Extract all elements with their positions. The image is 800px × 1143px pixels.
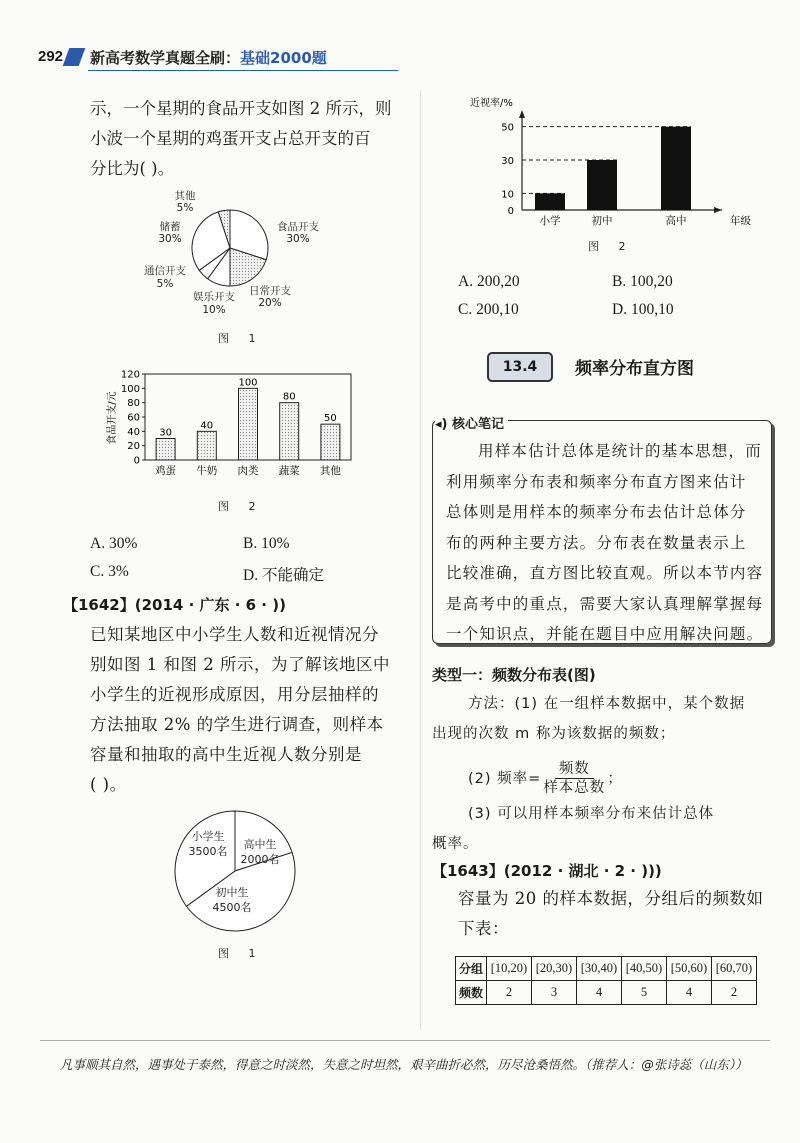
text-line: 小学生的近视形成原因，用分层抽样的: [90, 685, 379, 704]
figure-caption: 图 1: [218, 332, 264, 345]
table-cell: [50,60): [667, 957, 712, 981]
problem-1643-text: [458, 884, 778, 944]
fraction: [543, 760, 605, 797]
bar2-category-label: 鸡蛋: [155, 465, 177, 477]
bar2-value-label: 80: [282, 391, 296, 403]
pie1-label-savings: 储蓄: [159, 221, 181, 233]
table-row: [456, 957, 757, 981]
text-line: ( )。: [90, 775, 127, 794]
bar2-ytick-label: 40: [127, 426, 140, 438]
bar4-ytick-label: 0: [507, 206, 514, 217]
table-cell: [60,70): [712, 957, 757, 981]
text-line: 是高考中的重点，需要大家认真理解掌握每: [446, 594, 764, 613]
pie1-pct-ent: 10%: [202, 304, 226, 316]
table-cell: 4: [667, 981, 712, 1005]
type-heading: 类型一：频数分布表(图): [432, 666, 596, 684]
bar4-xlabel: 年级: [730, 215, 751, 227]
bar2-value-label: 40: [200, 420, 214, 432]
book-title: [90, 47, 327, 68]
text-line: 总体则是用样本的频率分布去估计总体分: [446, 503, 747, 521]
text-line: 利用频率分布表和频率分布直方图来估计: [446, 472, 747, 491]
text-line: 已知某地区中小学生人数和近视情况分: [90, 625, 379, 644]
text-line: 一个知识点，并能在题目中应用解决问题。: [446, 625, 764, 643]
table-cell: [40,50): [622, 957, 667, 981]
bar4-category-label: 小学: [539, 215, 561, 227]
pie1-pct-comm: 5%: [156, 278, 174, 290]
bar2-category-label: 蔬菜: [278, 465, 300, 477]
bar2-bar: [197, 431, 216, 460]
frequency-table: [455, 956, 757, 1005]
table-cell: [10,20): [487, 957, 532, 981]
pie1-label-daily: 日常开支: [249, 285, 291, 297]
pie1-label-food: 食品开支: [277, 221, 319, 233]
method-line: 出现的次数 m 称为该数据的频数；: [432, 726, 676, 742]
text-line: 比较准确，直方图比较直观。所以本节内容: [446, 564, 764, 582]
pie1-slices: [192, 210, 268, 286]
bar2-ytick-label: 0: [133, 455, 140, 467]
bar2-ytick-label: 100: [120, 383, 140, 395]
core-note-label: [435, 413, 508, 432]
bar2-value-label: 50: [324, 413, 337, 425]
problem-1642-number: 【1642】(2014 · 广东 · 6 · )): [63, 596, 286, 614]
bar2-ytick-label: 120: [120, 369, 140, 381]
bar4-marks: [501, 110, 751, 227]
frequency-formula: [468, 760, 623, 797]
figure-caption: 图 1: [218, 947, 264, 960]
text-line: 小波一个星期的鸡蛋开支占总开支的百: [90, 129, 371, 148]
bar2-ytick-label: 80: [127, 398, 140, 410]
figure-caption: 图 2: [588, 240, 634, 253]
table-row: [456, 981, 757, 1005]
food-spending-bar-chart: [95, 368, 365, 488]
formula-suffix: ；: [607, 770, 623, 787]
text-line: 布的两种主要方法。分布表在数量表示上: [446, 533, 747, 552]
table-cell: 3: [532, 981, 577, 1005]
table-cell: 2: [487, 981, 532, 1005]
table-cell: [30,40): [577, 957, 622, 981]
fraction-numerator: 频数: [555, 760, 594, 779]
text-line: 容量和抽取的高中生近视人数分别是: [90, 745, 362, 764]
bar4-bar: [535, 193, 565, 210]
pie3-label-primary: 小学生: [191, 830, 225, 843]
section-number: 13.4: [487, 352, 553, 382]
problem-1641-text: [90, 94, 400, 184]
method-line: (3) 可以用样本频率分布来估计总体: [468, 806, 715, 822]
table-cell: 5: [622, 981, 667, 1005]
footer-quote: 凡事顺其自然，遇事处于泰然，得意之时淡然，失意之时坦然，艰辛曲折必然，历尽沧桑悟然。（推荐人：@张诗蕊（山东））: [60, 1057, 748, 1072]
option-b: B. 10%: [243, 535, 290, 552]
table-cell: [20,30): [532, 957, 577, 981]
option-b: B. 100,20: [612, 273, 673, 290]
pie1-pct-other: 5%: [176, 202, 194, 214]
pie3-count-middle: 4500名: [212, 901, 252, 914]
pie1-label-ent: 娱乐开支: [193, 291, 235, 303]
bar2-category-label: 其他: [319, 465, 341, 477]
bar4-ytick-label: 50: [501, 122, 514, 134]
core-note-label-text: 核心笔记: [452, 417, 505, 432]
section-title: 频率分布直方图: [575, 359, 694, 379]
text-line: 别如图 1 和图 2 所示，为了解该地区中: [90, 655, 390, 674]
header-accent-bar: [63, 48, 86, 66]
option-d: D. 100,10: [612, 301, 674, 318]
bar2-value-label: 100: [238, 377, 258, 389]
bar4-bar: [661, 127, 691, 210]
book-title-highlight: 基础2000题: [240, 49, 327, 67]
option-d: D. 不能确定: [243, 567, 324, 584]
text-line: 方法抽取 2% 的学生进行调查，则样本: [90, 715, 384, 734]
table-cell: 4: [577, 981, 622, 1005]
bar2-value-label: 30: [159, 427, 172, 439]
bar2-bar: [280, 403, 299, 460]
bar2-ylabel: 食品开支/元: [107, 391, 118, 445]
bar4-ylabel: 近视率/%: [470, 98, 513, 109]
page-number: 292: [38, 48, 64, 65]
problem-1642-text: [90, 620, 410, 800]
text-line: 分比为( )。: [90, 159, 175, 178]
pie1-pct-savings: 30%: [158, 233, 182, 245]
bar4-category-label: 初中: [591, 215, 613, 227]
bar2-bar: [156, 439, 175, 461]
bar4-bar: [587, 160, 617, 210]
bar4-x-arrow: [714, 207, 722, 213]
option-c: C. 3%: [90, 563, 129, 580]
option-c: C. 200,10: [458, 301, 519, 318]
bar2-bar: [239, 388, 258, 460]
formula-prefix: (2) 频率=: [468, 770, 542, 787]
pie3-count-primary: 3500名: [188, 845, 228, 858]
table-row-label: 分组: [456, 957, 487, 981]
footer-rule: [40, 1040, 770, 1041]
header-rule: [88, 70, 398, 71]
bar4-category-label: 高中: [665, 215, 687, 227]
myopia-bar-chart: [462, 92, 762, 232]
students-pie-chart: [160, 808, 320, 938]
pie1-pct-food: 30%: [286, 233, 310, 245]
bar2-ytick-label: 60: [127, 412, 140, 424]
pie3-label-middle: 初中生: [215, 886, 249, 899]
bar2-category-label: 牛奶: [196, 465, 218, 477]
bar4-ytick-label: 30: [501, 156, 514, 167]
text-line: 示，一个星期的食品开支如图 2 所示，则: [90, 99, 392, 118]
method-line: 方法：(1) 在一组样本数据中，某个数据: [468, 696, 746, 712]
option-a: A. 200,20: [458, 273, 520, 290]
text-line: 用样本估计总体是统计的基本思想，而: [478, 442, 762, 460]
book-title-main: 新高考数学真题全刷：: [90, 49, 241, 67]
column-divider: [420, 90, 421, 1030]
fraction-denominator: 样本总数: [543, 780, 606, 796]
bar2-ytick-label: 20: [127, 441, 140, 453]
core-note-text: [446, 436, 764, 650]
problem-1643-number: 【1643】(2012 · 湖北 · 2 · ))): [432, 862, 662, 880]
bar4-y-arrow: [519, 110, 525, 118]
pie3-count-high: 2000名: [240, 853, 280, 866]
bar2-marks: [121, 370, 341, 478]
spending-pie-chart: [130, 180, 370, 330]
figure-caption: 图 2: [218, 500, 264, 513]
table-row-label: 频数: [456, 981, 487, 1005]
pie1-label-other: 其他: [174, 190, 196, 202]
speaker-icon: ◂): [435, 417, 448, 432]
text-line: 容量为 20 的样本数据，分组后的频数如: [458, 889, 764, 908]
bar2-category-label: 肉类: [237, 465, 259, 477]
bar4-ytick-label: 10: [501, 189, 514, 201]
table-cell: 2: [712, 981, 757, 1005]
pie3-label-high: 高中生: [243, 838, 277, 851]
method-line: 概率。: [432, 836, 479, 852]
bar2-bar: [321, 424, 340, 460]
text-line: 下表：: [458, 919, 509, 938]
pie1-pct-daily: 20%: [258, 297, 282, 309]
pie1-label-comm: 通信开支: [144, 265, 186, 277]
option-a: A. 30%: [90, 535, 138, 552]
